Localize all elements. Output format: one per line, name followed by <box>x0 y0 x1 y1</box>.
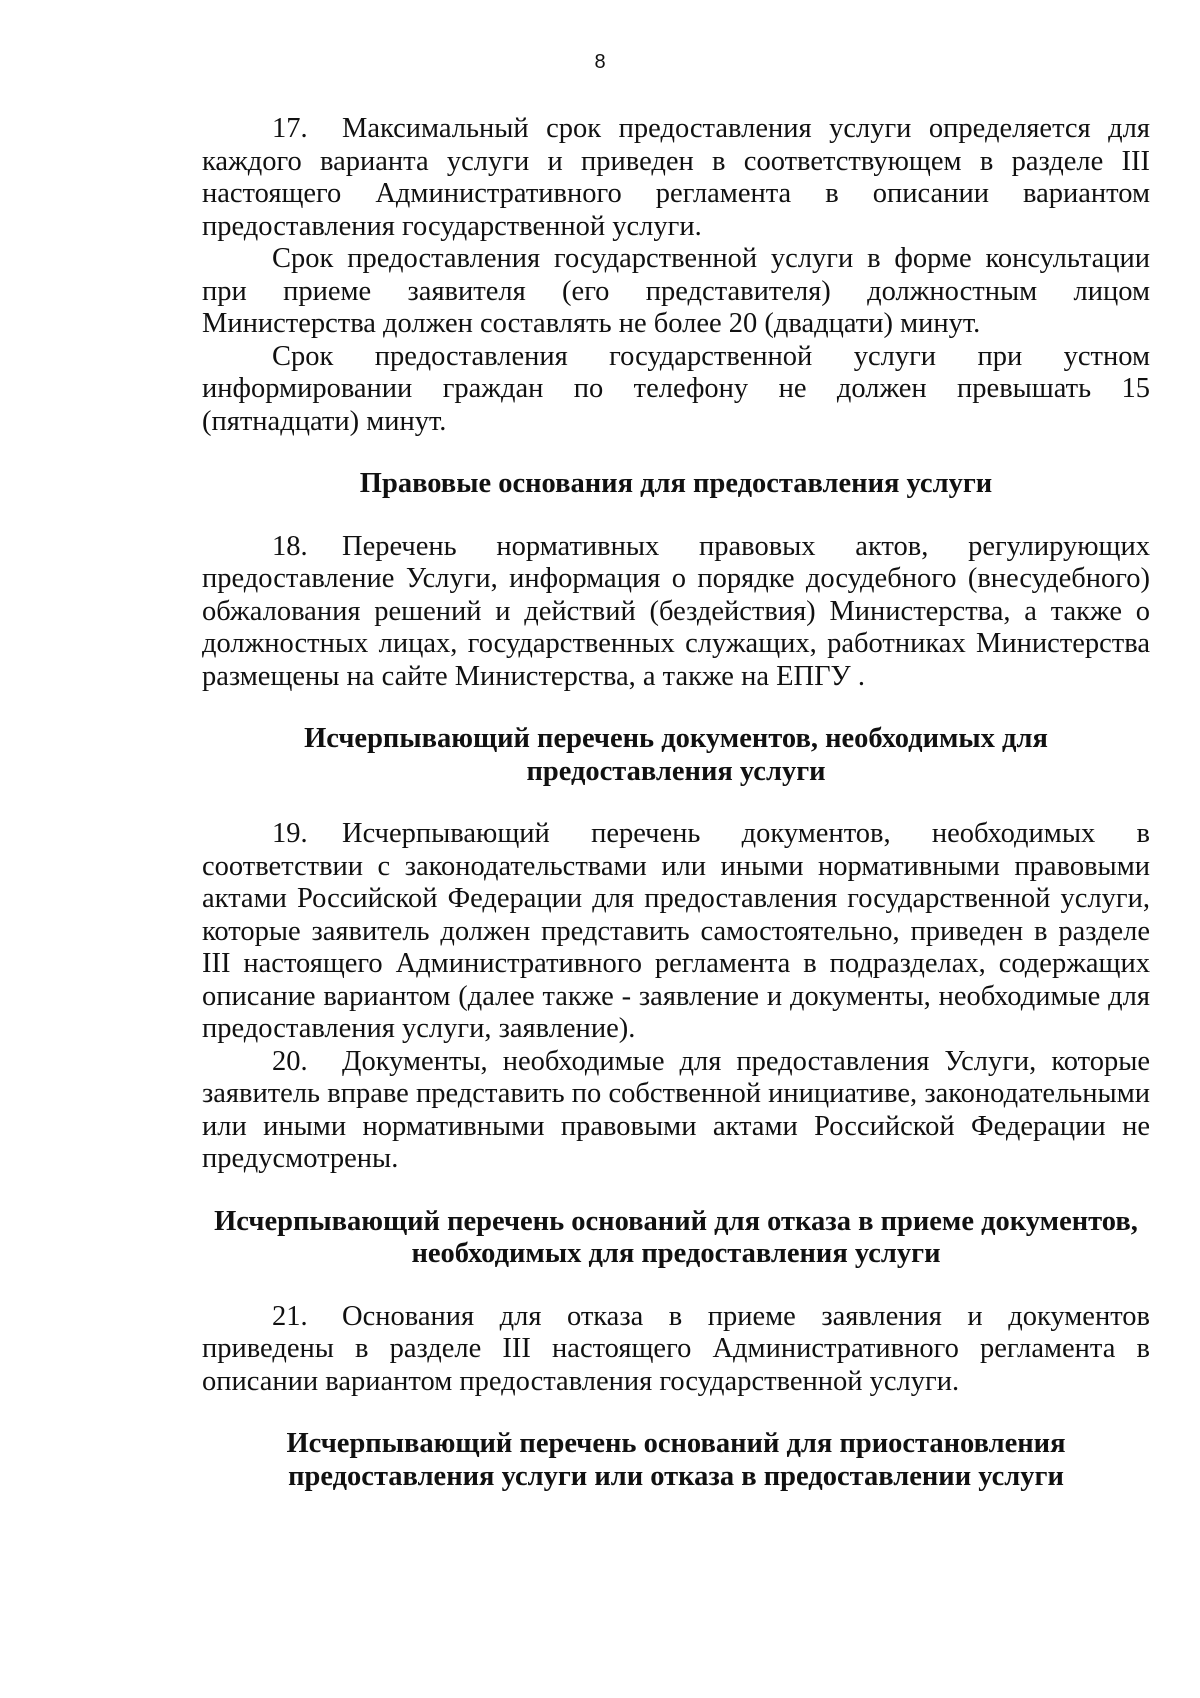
paragraph-20 <box>202 1046 1150 1176</box>
paragraph-text: Документы, необходимые для предоставления Услуги, которые заявитель вправе представить по собственной инициативе, законодательными или иными нормативными правовыми актами Российской Федерации не предусмотрены. <box>202 1045 1150 1174</box>
heading-line-1: Исчерпывающий перечень оснований для отказа в приеме документов, <box>214 1205 1138 1237</box>
heading-line-1: Исчерпывающий перечень документов, необходимых для <box>304 723 1048 754</box>
paragraph-text: Основания для отказа в приеме заявления и документов приведены в разделе III настоящего Административного регламента в описании вариантом предоставления государственной услуги. <box>202 1300 1150 1397</box>
paragraph-text: Максимальный срок предоставления услуги определяется для каждого варианта услуги и приведен в соответствующем в разделе III настоящего Административного регламента в описании вариантом предоставления государственной услуги. <box>202 113 1150 242</box>
paragraph-17 <box>202 113 1150 243</box>
paragraph-number: 21. <box>272 1300 308 1332</box>
paragraph-17-consultation: Срок предоставления государственной услуги в форме консультации при приеме заявителя (его представителя) должностным лицом Министерства должен составлять не более 20 (двадцати) минут. <box>202 243 1150 339</box>
paragraph-number: 20. <box>272 1045 308 1077</box>
heading-line-2: предоставления услуги или отказа в предоставлении услуги <box>288 1460 1064 1492</box>
paragraph-number: 17. <box>272 113 308 144</box>
paragraph-text: Перечень нормативных правовых актов, регулирующих предоставление Услуги, информация о порядке досудебного (внесудебного) обжалования решений и действий (бездействия) Министерства, а также о должностных лицах, государственных служащих, работниках Министерства размещены на сайте Министерства, а также на ЕПГУ . <box>202 530 1150 692</box>
paragraph-19 <box>202 818 1150 1046</box>
heading-line-2: предоставления услуги <box>526 755 826 787</box>
heading-line-2: необходимых для предоставления услуги <box>411 1238 941 1269</box>
paragraph-number: 18. <box>272 530 308 562</box>
paragraph-18 <box>202 531 1150 694</box>
section-heading-refusal-grounds <box>202 1206 1150 1271</box>
heading-line: Правовые основания для предоставления услуги <box>359 468 993 499</box>
paragraph-21 <box>202 1301 1150 1399</box>
section-heading-suspension-grounds <box>202 1428 1150 1493</box>
paragraph-text: Исчерпывающий перечень документов, необходимых в соответствии с законодательствами или иными нормативными правовыми актами Российской Федерации для предоставления государственной услуги, которые заявитель должен представить самостоятельно, приведен в разделе III настоящего Административного регламента в подразделах, содержащих описание вариантом (далее также - заявление и документы, необходимые для предоставления услуги, заявление). <box>202 818 1150 1044</box>
section-heading-legal-basis <box>202 468 1150 501</box>
section-heading-documents-list <box>202 723 1150 788</box>
paragraph-number: 19. <box>272 818 308 849</box>
heading-line-1: Исчерпывающий перечень оснований для приостановления <box>286 1428 1066 1459</box>
page-number: 8 <box>594 51 606 73</box>
page-content <box>202 113 1150 1493</box>
paragraph-17-phone: Срок предоставления государственной услуги при устном информировании граждан по телефону не должен превышать 15 (пятнадцати) минут. <box>202 340 1150 437</box>
